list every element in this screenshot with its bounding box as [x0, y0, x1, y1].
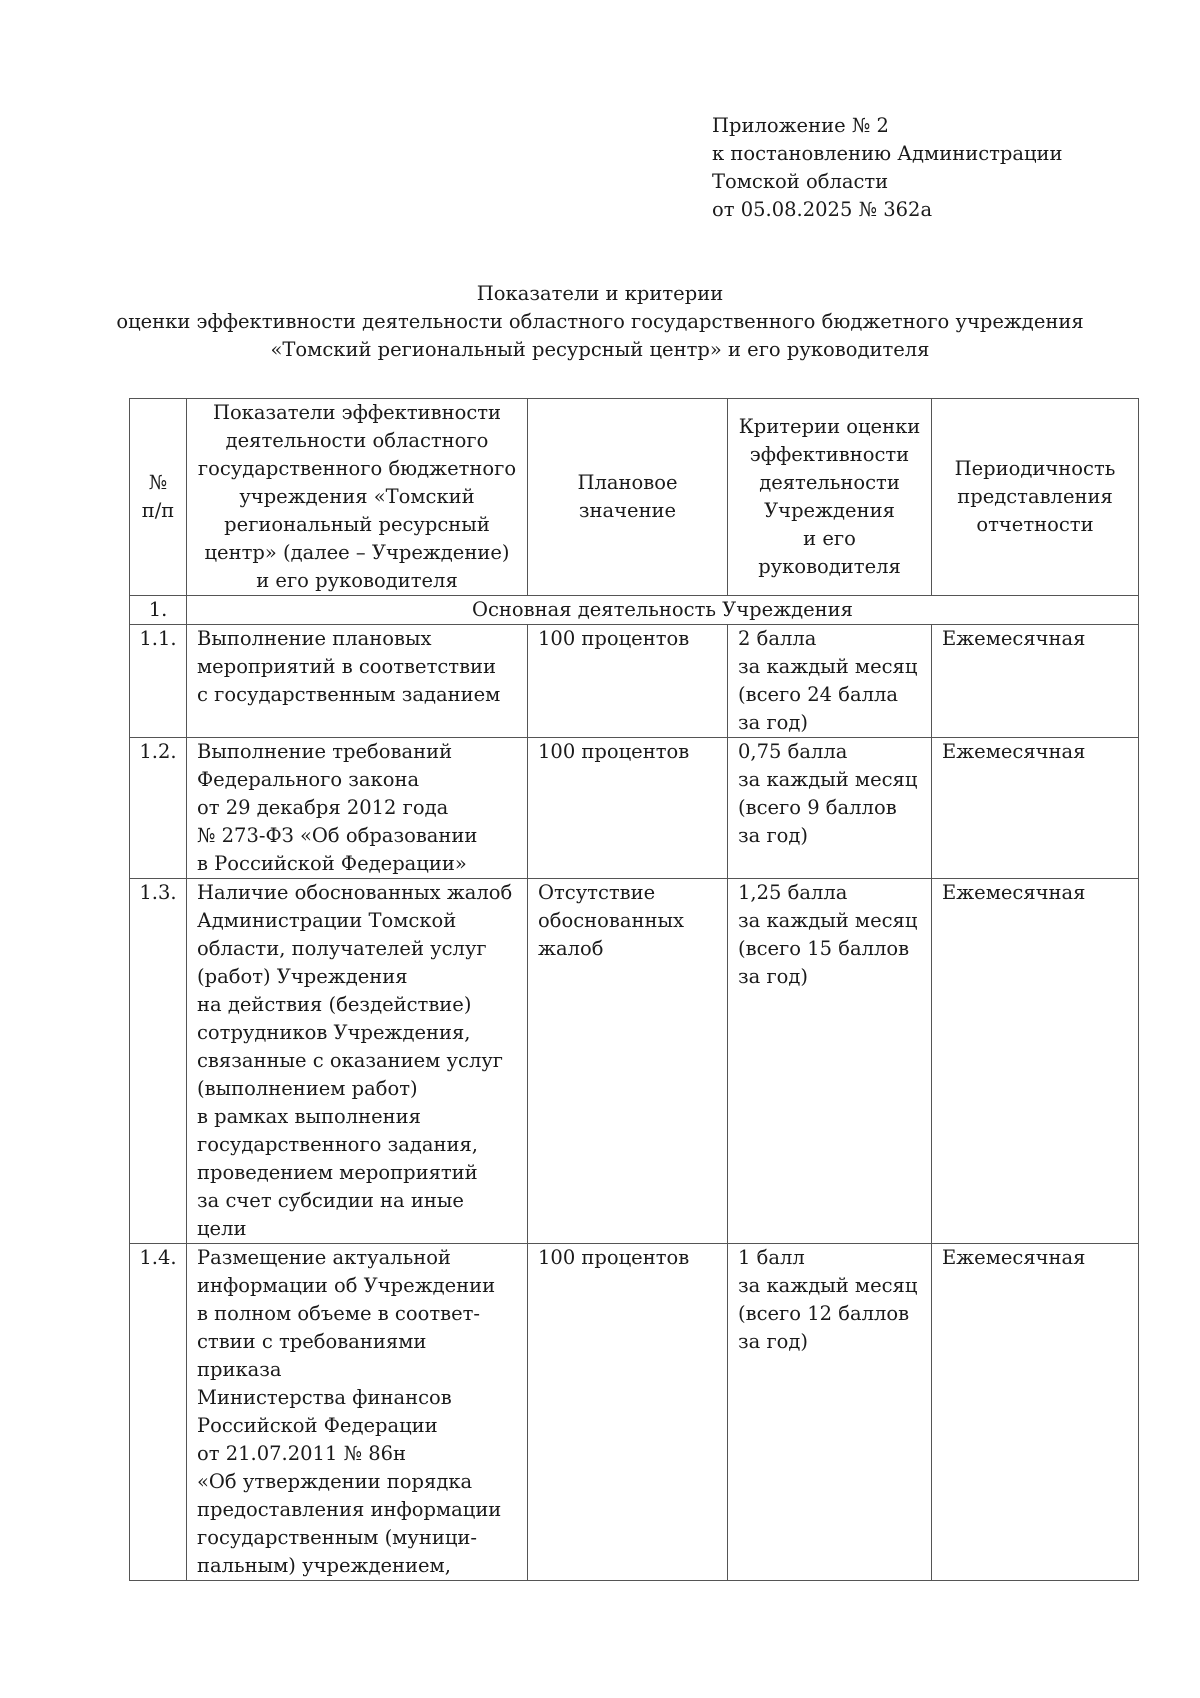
- title-line-2: оценки эффективности деятельности областного государственного бюджетного учреждения: [116, 310, 1084, 333]
- table-row: [130, 625, 1139, 738]
- row-criteria: 0,75 балла за каждый месяц (всего 9 баллов за год): [728, 738, 932, 879]
- section-title: Основная деятельность Учреждения: [187, 596, 1139, 625]
- row-indicator: Выполнение требований Федерального закона от 29 декабря 2012 года № 273-ФЗ «Об образовании в Российской Федерации»: [187, 738, 528, 879]
- row-indicator: Размещение актуальной информации об Учреждении в полном объеме в соответ- ствии с требованиями приказа Министерства финансов Российской Федерации от 21.07.2011 № 86н «Об утверждении порядка предоставления информации государственным (муници- пальным) учреждением,: [187, 1244, 528, 1581]
- row-num: 1.3.: [130, 879, 187, 1244]
- row-num: 1.4.: [130, 1244, 187, 1581]
- appendix-line-1: Приложение № 2: [712, 114, 889, 137]
- title-line-3: «Томский региональный ресурсный центр» и его руководителя: [270, 338, 930, 361]
- table-row: [130, 738, 1139, 879]
- row-planned: Отсутствие обоснованных жалоб: [528, 879, 728, 1244]
- row-criteria: 1 балл за каждый месяц (всего 12 баллов за год): [728, 1244, 932, 1581]
- row-periodicity: Ежемесячная: [932, 879, 1139, 1244]
- row-criteria: 1,25 балла за каждый месяц (всего 15 баллов за год): [728, 879, 932, 1244]
- header-criteria: Критерии оценки эффективности деятельности Учреждения и его руководителя: [728, 399, 932, 596]
- header-indicator: Показатели эффективности деятельности областного государственного бюджетного учреждения «Томский региональный ресурсный центр» (далее – Учреждение) и его руководителя: [187, 399, 528, 596]
- title-line-1: Показатели и критерии: [476, 282, 724, 305]
- row-planned: 100 процентов: [528, 1244, 728, 1581]
- table-header-row: [130, 399, 1139, 596]
- row-num: 1.2.: [130, 738, 187, 879]
- row-planned: 100 процентов: [528, 738, 728, 879]
- document-title: [100, 280, 1100, 364]
- header-num: № п/п: [130, 399, 187, 596]
- appendix-line-2: к постановлению Администрации: [712, 142, 1063, 165]
- header-periodicity: Периодичность представления отчетности: [932, 399, 1139, 596]
- row-num: 1.1.: [130, 625, 187, 738]
- row-periodicity: Ежемесячная: [932, 738, 1139, 879]
- section-num: 1.: [130, 596, 187, 625]
- row-planned: 100 процентов: [528, 625, 728, 738]
- table-row: [130, 879, 1139, 1244]
- table-row: [130, 1244, 1139, 1581]
- appendix-line-3: Томской области: [712, 170, 889, 193]
- row-periodicity: Ежемесячная: [932, 625, 1139, 738]
- appendix-block: [712, 112, 1063, 224]
- row-indicator: Выполнение плановых мероприятий в соответствии с государственным заданием: [187, 625, 528, 738]
- section-row: [130, 596, 1139, 625]
- row-criteria: 2 балла за каждый месяц (всего 24 балла за год): [728, 625, 932, 738]
- appendix-line-4: от 05.08.2025 № 362а: [712, 198, 933, 221]
- header-planned: Плановое значение: [528, 399, 728, 596]
- row-periodicity: Ежемесячная: [932, 1244, 1139, 1581]
- row-indicator: Наличие обоснованных жалоб Администрации Томской области, получателей услуг (работ) Учреждения на действия (бездействие) сотрудников Учреждения, связанные с оказанием услуг (выполнением работ) в рамках выполнения государственного задания, проведением мероприятий за счет субсидии на иные цели: [187, 879, 528, 1244]
- criteria-table: [129, 398, 1139, 1581]
